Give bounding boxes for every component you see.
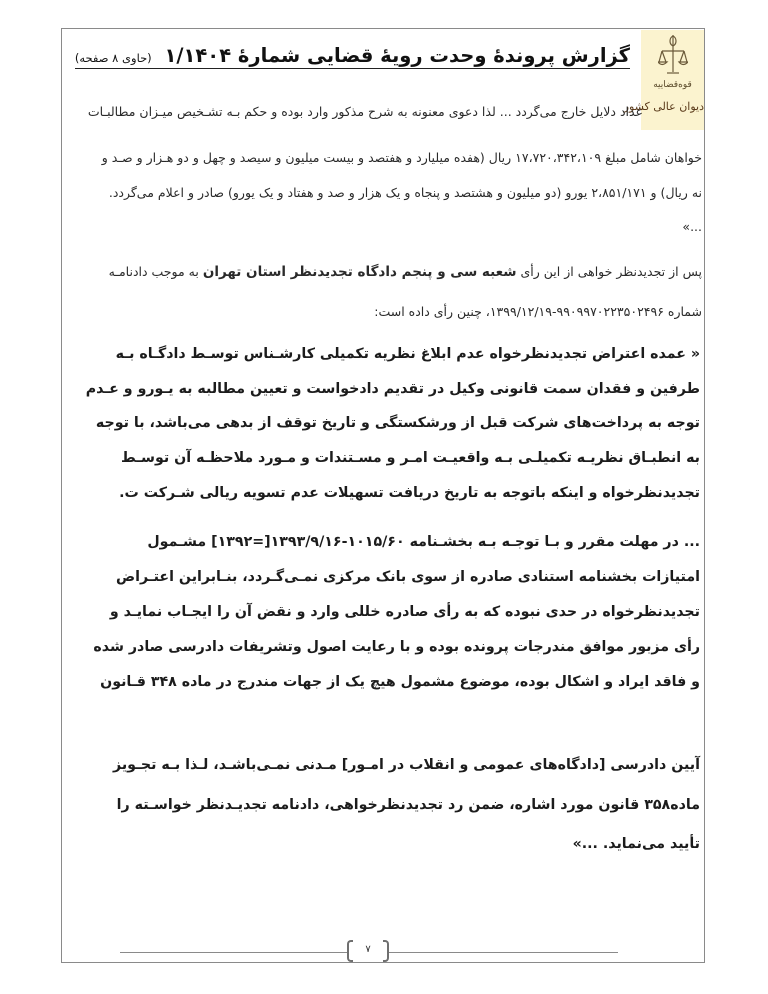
quote-line-6: ... در مهلت مقرر و بـا توجـه بـه بخشـنامه ۱۰۱۵/۶۰-۱۳۹۳/۹/۱۶[=۱۳۹۲] مشـمول [147,534,700,550]
intro-line-1: عداد دلایل خارج می‌گردد ... لذا دعوی معنونه به شرح مذکور وارد بوده و حکم بـه تشـخیص میـزان مطالبـات [87,104,643,119]
quote-line-3: توجه به پرداخت‌های شرکت قبل از ورشکستگی و تاریخ توقف از بدهی می‌باشد، با توجه [95,415,700,431]
footer-rule-left [120,952,348,953]
quote-line-1: « عمده اعتراض تجدیدنظرخواه عدم ابلاغ نظریه تکمیلی کارشـناس توسـط دادگـاه بـه [115,346,700,362]
title-underlined [75,44,630,69]
appeal-court-name: شعبه سی و پنجم دادگاه تجدیدنظر استان تهران [202,264,517,280]
document-title [75,44,630,67]
appeal-text-start: پس از تجدیدنظر خواهی از این رأی [516,264,702,279]
intro-line-3: نه ریال) و ۲،۸۵۱/۱۷۱ یورو (دو میلیون و هشتصد و پنجاه و یک هزار و صد و هفتاد و یک یورو) صادر و اعلام می‌گردد. [108,185,702,200]
appeal-line-2: شماره ۹۹۰۹۹۷۰۲۲۳۵۰۲۴۹۶-۱۳۹۹/۱۲/۱۹، چنین رأی داده است: [374,304,702,319]
quote-line-4: به انطبـاق نظریـه تکمیلـی بـه واقعیـت امـر و مسـتندات و مـورد ملاحظـه آن توسـط [121,450,700,466]
title-text: گزارش پروندهٔ وحدت رویهٔ قضایی شمارهٔ ۱/۱۴۰۴ [164,44,630,67]
footer-rule-right [388,952,618,953]
quote-line-9: رأی مزبور موافق مندرجات پرونده بوده و با رعایت اصول وتشریفات دادرسی صادر شده [93,639,700,655]
appeal-line-1 [87,264,702,280]
quote-line-12: ماده۳۵۸ قانون مورد اشاره، ضمن رد تجدیدنظرخواهی، دادنامه تجدیـدنظر خواسـته را [116,797,700,813]
intro-line-2: خواهان شامل مبلغ ۱۷،۷۲۰،۳۴۲،۱۰۹ ریال (هفده میلیارد و هفتصد و بیست میلیون و سیصد و چهل و دو هـزار و صـد و [101,150,702,165]
quote-line-7: امتیازات بخشنامه استنادی صادره از سوی بانک مرکزی نمـی‌گـردد، بنـابراین اعتـراض [116,569,700,585]
logo-text-judiciary: قوه‌قضاییه [653,80,692,90]
appeal-text-end: به موجب دادنامـه [108,264,203,279]
quote-line-5: تجدیدنظرخواه و اینکه باتوجه به تاریخ دریافت تسهیلات عدم تسویه ریالی شـرکت ت. [119,485,700,501]
quote-line-13: تأیید می‌نماید. ...» [572,836,700,852]
logo-text-supreme-court: دیوان عالی کشور [623,100,704,113]
page-count-note: (حاوی ۸ صفحه) [74,51,152,65]
intro-line-4: ...» [682,219,702,234]
page-number: ۷ [365,944,371,955]
quote-line-8: تجدیدنظرخواه در حدی نبوده که به رأی صادره خللی وارد و نقض آن را ایجـاب نمایـد و [109,604,700,620]
scales-of-justice-emblem-icon [658,34,688,80]
page-number-box [347,940,389,964]
judiciary-logo [623,30,704,130]
quote-line-2: طرفین و فقدان سمت قانونی وکیل در تقدیم دادخواست و تعیین مطالبه به یـورو و عـدم [85,381,700,397]
quote-line-10: و فاقد ایراد و اشکال بوده، موضوع مشمول هیچ یک از جهات مندرج در ماده ۳۴۸ قـانون [100,674,700,690]
quote-line-11: آیین دادرسی [دادگاه‌های عمومی و انقلاب در امـور] مـدنی نمـی‌باشـد، لـذا بـه تجـویز [113,757,700,773]
